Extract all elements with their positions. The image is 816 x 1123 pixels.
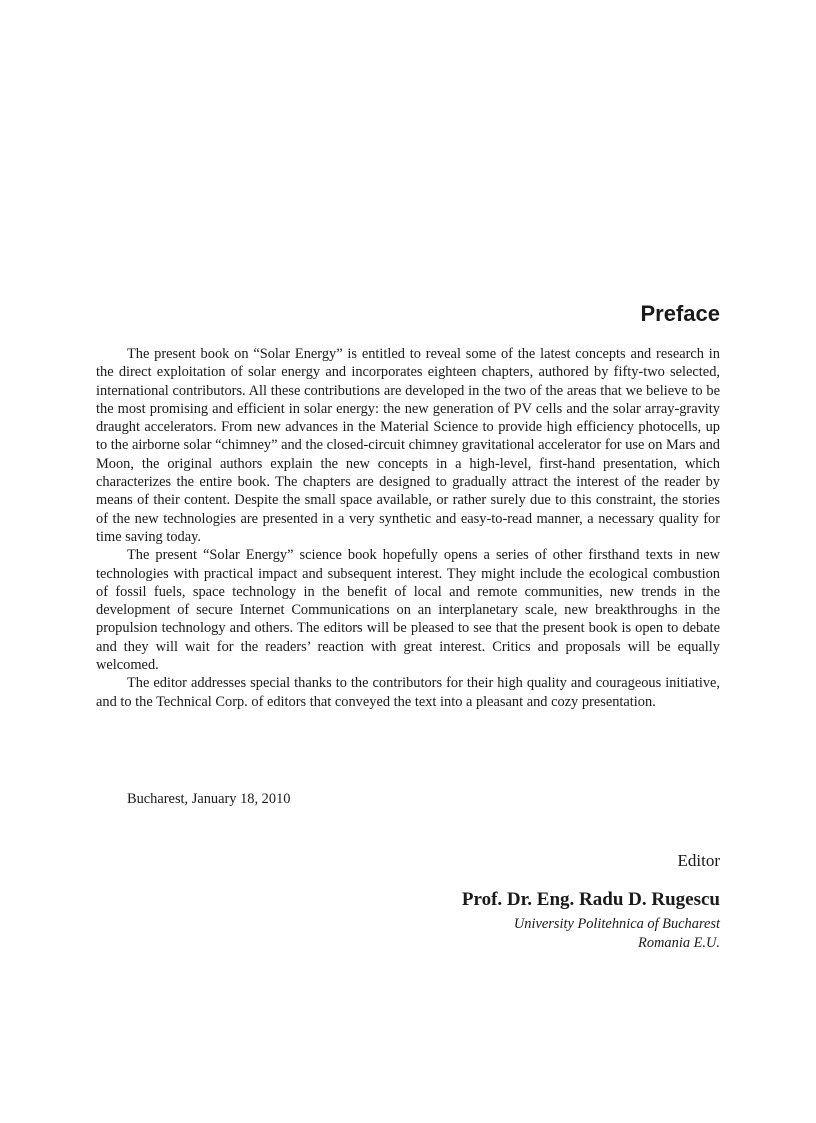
preface-body: [96, 345, 720, 711]
document-page: [96, 0, 720, 1123]
signature-affiliation: University Politehnica of Bucharest: [513, 916, 720, 932]
dateline: Bucharest, January 18, 2010: [127, 791, 291, 807]
signature-name: Prof. Dr. Eng. Radu D. Rugescu: [461, 889, 720, 910]
signature-role: Editor: [677, 851, 720, 870]
page-title: Preface: [640, 301, 720, 326]
paragraph-1: The present book on “Solar Energy” is entitled to reveal some of the latest concepts and research in the direct exploitation of solar energy and incorporates eighteen chapters, authored by fifty-two selected, international contributors. All these contributions are developed in the two of the areas that we believe to be the most promising and efficient in solar energy: the new generation of PV cells and the solar array-gravity draught accelerators. From new advances in the Material Science to provide high efficiency photocells, up to the airborne solar “chimney” and the closed-circuit chimney gravitational accelerator for use on Mars and Moon, the original authors explain the new concepts in a high-level, first-hand presentation, which characterizes the entire book. The chapters are designed to gradually attract the interest of the reader by means of their content. Despite the small space available, or rather surely due to this constraint, the stories of the new technologies are presented in a very synthetic and easy-to-read manner, a necessary quality for time saving today.: [96, 346, 720, 545]
paragraph-2: The present “Solar Energy” science book hopefully opens a series of other firsthand texts in new technologies with practical impact and subsequent interest. They might include the ecological combustion of fossil fuels, space technology in the benefit of local and remote communities, new trends in the development of secure Internet Communications on an interplanetary scale, new breakthroughs in the propulsion technology and others. The editors will be pleased to see that the present book is open to debate and they will wait for the readers’ reaction with great interest. Critics and proposals will be equally welcomed.: [96, 547, 720, 674]
signature-location: Romania E.U.: [638, 935, 720, 951]
paragraph-3: The editor addresses special thanks to the contributors for their high quality and courageous initiative, and to the Technical Corp. of editors that conveyed the text into a pleasant and cozy presentation.: [96, 675, 720, 710]
